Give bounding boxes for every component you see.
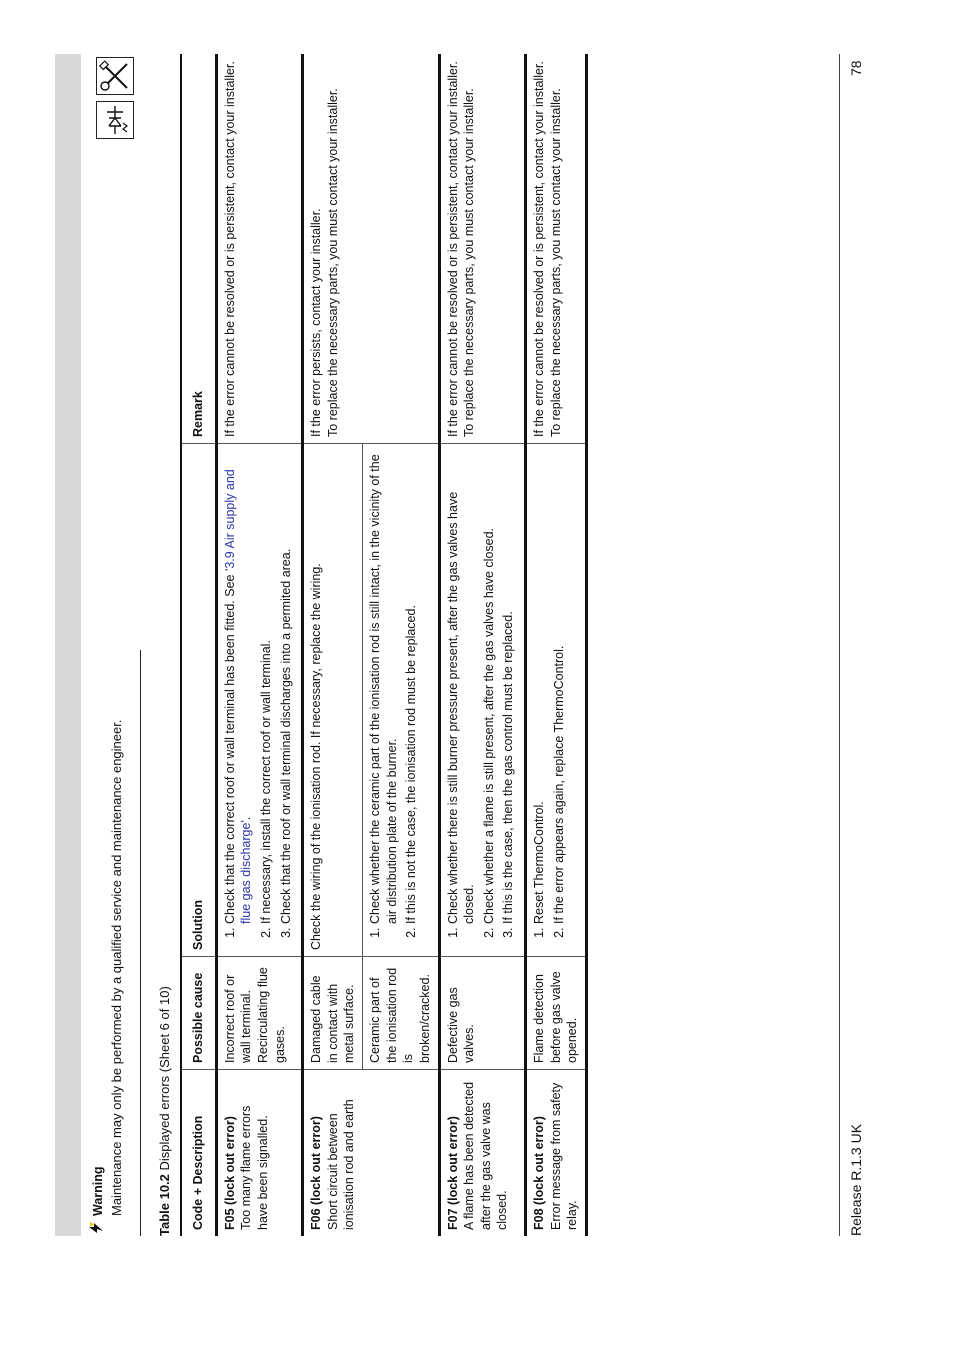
solution-step: 2. If this is not the case, the ionisation rod must be replaced. — [403, 450, 420, 924]
error-description: A flame has been detected after the gas valve was closed. — [462, 1081, 510, 1230]
cause-text: Incorrect roof or wall terminal. — [222, 974, 254, 1063]
solution-step: 3. If this is the case, then the gas control must be replaced. — [500, 450, 517, 924]
tools-icon — [96, 57, 134, 95]
lightning-warning-icon — [88, 1220, 107, 1236]
warning-divider — [140, 650, 141, 1236]
cell-solution-f07 — [439, 444, 526, 957]
cell-cause-f05 — [216, 957, 303, 1070]
cell-remark-f06 — [303, 54, 439, 444]
remark-text: If the error cannot be resolved or is persistent, contact your installer. — [222, 61, 237, 437]
table-row-f05 — [216, 54, 303, 1236]
cell-code-f08 — [526, 1070, 587, 1237]
errors-table — [180, 54, 588, 1236]
cell-remark-f07 — [439, 54, 526, 444]
error-code: F05 (lock out error) — [222, 1116, 237, 1230]
cause-text: Recirculating flue gases. — [255, 967, 287, 1063]
solution-step: 1. Reset ThermoControl. — [531, 450, 548, 924]
cell-solution-f05 — [216, 444, 303, 957]
header-solution: Solution — [181, 444, 216, 957]
table-row-f08 — [526, 54, 587, 1236]
section-link[interactable]: '3.9 Air supply and flue gas discharge' — [222, 469, 254, 924]
error-code: F07 (lock out error) — [445, 1116, 460, 1230]
header-remark: Remark — [181, 54, 216, 444]
solution-step: 2. If necessary, install the correct roof or wall terminal. — [258, 450, 275, 924]
solution-text: . — [239, 816, 254, 821]
error-description: Too many flame errors have been signalled. — [239, 1105, 270, 1230]
header-cause: Possible cause — [181, 957, 216, 1070]
solution-step: 1. Check whether there is still burner pressure present, after the gas valves have closed. — [445, 450, 478, 924]
remark-text: To replace the necessary parts, you must contact your installer. — [462, 88, 477, 437]
cell-solution-f06-2 — [363, 444, 440, 957]
solution-step — [222, 450, 255, 924]
solution-step: 3. Check that the roof or wall terminal discharges into a permited area. — [278, 450, 295, 924]
table-caption-text: Displayed errors (Sheet 6 of 10) — [157, 986, 172, 1175]
cell-cause-f06-2 — [363, 957, 440, 1070]
solution-text: Check that the correct roof or wall terminal has been fitted. See — [222, 571, 237, 924]
table-row-f07 — [439, 54, 526, 1236]
cell-remark-f08 — [526, 54, 587, 444]
solution-step: 1. Check whether the ceramic part of the ionisation rod is still intact, in the vicinity of the air distribution plate of the burner. — [367, 450, 400, 924]
header-bar — [55, 54, 81, 1236]
cause-text: Flame detection before gas valve opened. — [532, 971, 580, 1063]
solution-step: 2. If the error appears again, replace ThermoControl. — [551, 450, 568, 924]
remark-text: If the error cannot be resolved or is persistent, contact your installer. — [532, 61, 546, 437]
cell-cause-f07 — [439, 957, 526, 1070]
warning-text: Maintenance may only be performed by a qualified service and maintenance engineer. — [109, 719, 124, 1216]
error-code: F06 (lock out error) — [309, 1116, 324, 1230]
error-description: Error message from safety relay. — [548, 1082, 580, 1230]
cell-cause-f08 — [526, 957, 587, 1070]
remark-text: If the error cannot be resolved or is persistent, contact your installer. — [445, 61, 460, 437]
cell-code-f07 — [439, 1070, 526, 1237]
footer-divider — [839, 54, 840, 1236]
table-caption — [157, 986, 172, 1236]
cause-text: Defective gas valves. — [445, 987, 477, 1063]
cell-code-f05 — [216, 1070, 303, 1237]
cause-text: Damaged cable in contact with metal surface. — [309, 975, 357, 1063]
remark-text: To replace the necessary parts, you must contact your installer. — [548, 88, 563, 437]
table-row-f06 — [303, 54, 363, 1236]
header-code: Code + Description — [181, 1070, 216, 1237]
warning-title: Warning — [90, 1166, 105, 1216]
cause-text: Ceramic part of the ionisation rod is broken/cracked. — [368, 967, 432, 1063]
cell-code-f06 — [303, 1070, 439, 1237]
solution-step: 2. Check whether a flame is still present, after the gas valves have closed. — [481, 450, 498, 924]
error-code: F08 (lock out error) — [532, 1116, 546, 1230]
remark-text: If the error persists, contact your installer. — [309, 208, 324, 437]
error-description: Short circuit between ionisation rod and earth — [325, 1099, 357, 1230]
cell-solution-f06-1 — [303, 444, 363, 957]
cell-solution-f08 — [526, 444, 587, 957]
table-header-row — [181, 54, 216, 1236]
release-label: Release R.1.3 UK — [848, 1123, 864, 1236]
table-caption-label: Table 10.2 — [157, 1174, 172, 1236]
cell-cause-f06-1 — [303, 957, 363, 1070]
page-number: 78 — [848, 60, 864, 76]
remark-text: To replace the necessary parts, you must contact your installer. — [325, 88, 340, 437]
cell-remark-f05 — [216, 54, 303, 444]
warning-block — [88, 96, 124, 1236]
solution-text: Check the wiring of the ionisation rod. If necessary, replace the wiring. — [309, 563, 324, 950]
